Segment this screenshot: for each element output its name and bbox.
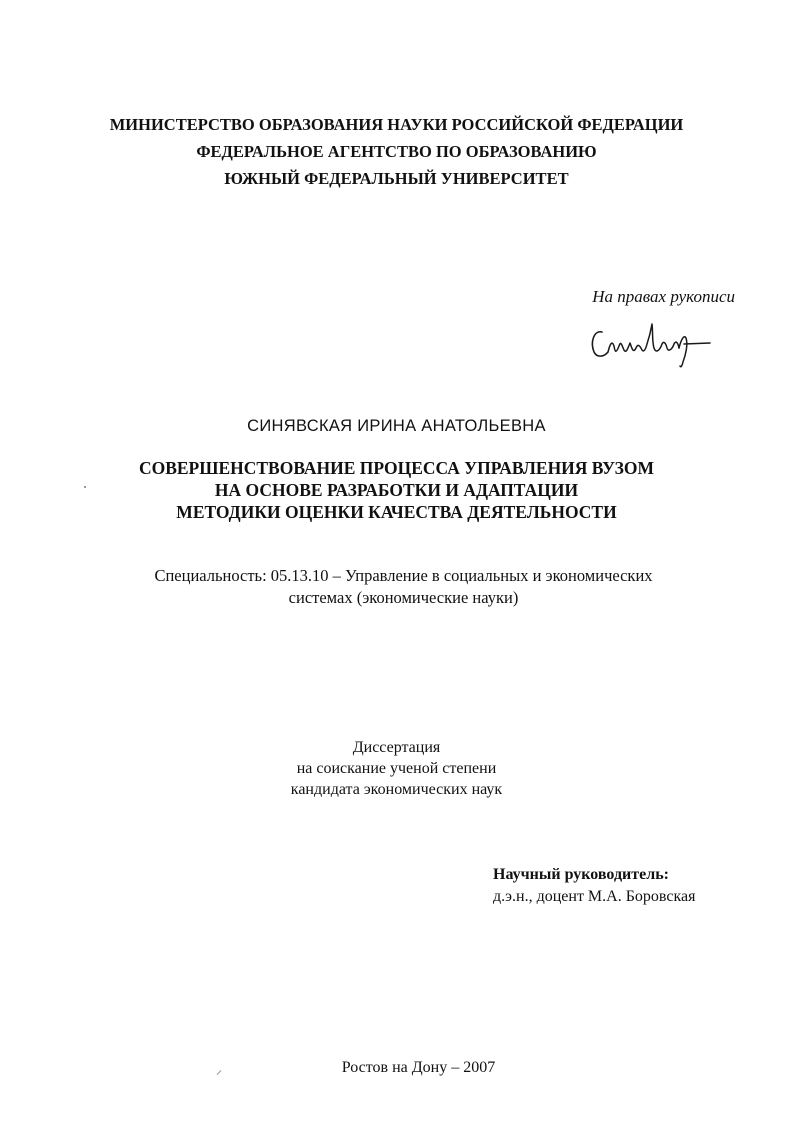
organization-header — [0, 111, 793, 192]
dissertation-title — [0, 457, 793, 523]
university-line: ЮЖНЫЙ ФЕДЕРАЛЬНЫЙ УНИВЕРСИТЕТ — [224, 169, 569, 188]
supervisor-name: д.э.н., доцент М.А. Боровская — [493, 888, 696, 905]
title-line: НА ОСНОВЕ РАЗРАБОТКИ И АДАПТАЦИИ — [214, 480, 579, 500]
ministry-line: МИНИСТЕРСТВО ОБРАЗОВАНИЯ НАУКИ РОССИЙСКОЙ ФЕДЕРАЦИИ — [109, 115, 684, 134]
specialty-line: системах (экономические науки) — [288, 588, 519, 607]
thesis-description — [0, 737, 793, 800]
thesis-line: на соискание ученой степени — [296, 760, 497, 777]
author-name: СИНЯВСКАЯ ИРИНА АНАТОЛЬЕВНА — [247, 417, 546, 435]
specialty — [0, 565, 793, 609]
city-year: Ростов на Дону – 2007 — [341, 1059, 496, 1076]
thesis-line: Диссертация — [352, 739, 441, 756]
title-line: СОВЕРШЕНСТВОВАНИЕ ПРОЦЕССА УПРАВЛЕНИЯ ВУЗОМ — [138, 458, 655, 478]
thesis-line: кандидата экономических наук — [290, 781, 503, 798]
supervisor-label: Научный руководитель: — [493, 866, 669, 883]
signature-icon — [588, 310, 718, 370]
supervisor-block — [493, 864, 695, 908]
specialty-line: Специальность: 05.13.10 – Управление в социальных и экономических — [154, 566, 653, 585]
title-line: МЕТОДИКИ ОЦЕНКИ КАЧЕСТВА ДЕЯТЕЛЬНОСТИ — [176, 502, 617, 522]
agency-line: ФЕДЕРАЛЬНОЕ АГЕНТСТВО ПО ОБРАЗОВАНИЮ — [196, 142, 597, 161]
scan-speck — [84, 486, 86, 488]
manuscript-note: На правах рукописи — [592, 287, 735, 306]
